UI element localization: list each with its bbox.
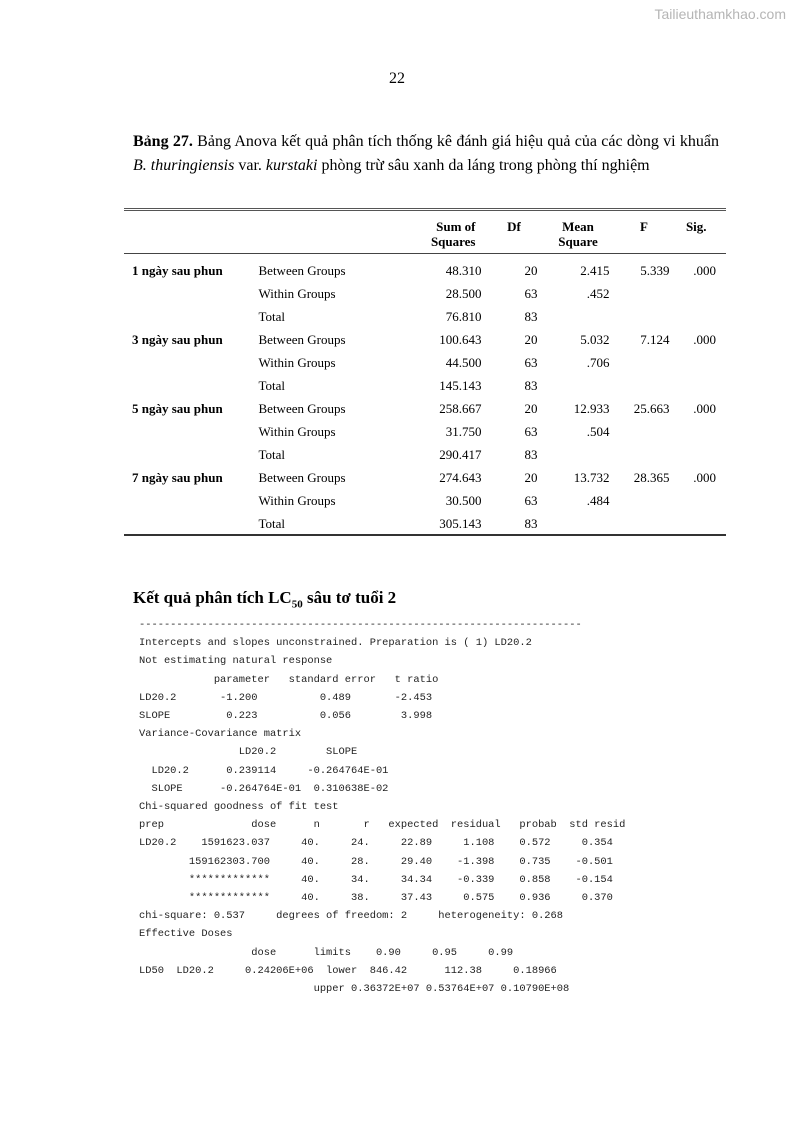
- sum-of-squares-cell: 30.500: [445, 492, 482, 508]
- df-cell: 83: [524, 377, 538, 393]
- group-label-cell: [124, 420, 250, 443]
- table-header-row: [124, 210, 726, 254]
- f-cell: [618, 282, 676, 305]
- group-label-cell: [124, 512, 250, 535]
- table-row: [124, 328, 726, 351]
- anova-body: [124, 254, 726, 535]
- f-cell: 28.365: [633, 469, 670, 485]
- sig-cell: [676, 282, 726, 305]
- output-line: chi-square: 0.537 degrees of freedom: 2 heterogeneity: 0.268: [139, 910, 564, 923]
- group-label-cell: [124, 489, 250, 512]
- group-label-cell: [124, 351, 250, 374]
- sig-cell: .000: [693, 400, 716, 416]
- sig-cell: [676, 374, 726, 397]
- sum-of-squares-cell: 76.810: [445, 308, 482, 324]
- header-empty: [250, 210, 388, 254]
- sig-cell: [676, 420, 726, 443]
- caption-text: Bảng Anova kết quả phân tích thống kê đánh giá hiệu quả của các dòng vi khuẩn: [192, 133, 720, 150]
- output-line: 159162303.700 40. 28. 29.40 -1.398 0.735 -0.501: [139, 855, 613, 868]
- df-cell: 83: [524, 515, 538, 531]
- f-cell: 5.339: [640, 263, 670, 278]
- table-row: [124, 443, 726, 466]
- source-cell: Total: [258, 377, 286, 393]
- source-cell: Between Groups: [258, 400, 346, 416]
- output-line: parameter standard error t ratio: [139, 673, 439, 686]
- mean-square-cell: 2.415: [580, 263, 610, 278]
- lc50-heading-subscript: 50: [291, 598, 303, 611]
- lc50-heading-prefix: Kết quả phân tích LC: [133, 588, 292, 607]
- sum-of-squares-cell: 28.500: [445, 285, 482, 301]
- f-cell: [618, 305, 676, 328]
- output-line: ************* 40. 38. 37.43 0.575 0.936 0.370: [139, 892, 613, 905]
- caption-label: Bảng 27.: [133, 133, 193, 150]
- table-row: [124, 282, 726, 305]
- f-cell: [618, 374, 676, 397]
- output-line: SLOPE -0.264764E-01 0.310638E-02: [139, 782, 389, 795]
- table-row: [124, 351, 726, 374]
- output-line: -----------------------------------------------------------------------: [139, 619, 582, 631]
- sig-cell: [676, 443, 726, 466]
- sum-of-squares-cell: 44.500: [445, 354, 482, 370]
- group-label-cell: 5 ngày sau phun: [132, 400, 223, 416]
- sig-cell: [676, 351, 726, 374]
- table-row: [124, 512, 726, 535]
- mean-square-cell: .452: [586, 285, 610, 301]
- df-cell: 20: [524, 469, 538, 485]
- header-mean-square-line2: Square: [558, 234, 598, 249]
- sig-cell: .000: [693, 263, 716, 278]
- sig-cell: [676, 305, 726, 328]
- group-label-cell: 1 ngày sau phun: [132, 263, 223, 278]
- f-cell: [618, 351, 676, 374]
- df-cell: 20: [524, 263, 538, 278]
- f-cell: [618, 443, 676, 466]
- mean-square-cell: 13.732: [573, 469, 610, 485]
- sum-of-squares-cell: 100.643: [439, 331, 482, 347]
- header-df: Df: [490, 210, 546, 254]
- mean-square-cell: .706: [586, 354, 610, 370]
- output-line: Intercepts and slopes unconstrained. Preparation is ( 1) LD20.2: [139, 637, 532, 650]
- header-sum-of-squares: Sum of Squares: [388, 210, 490, 254]
- table-caption: [133, 130, 719, 178]
- mean-square-cell: .484: [586, 492, 610, 508]
- mean-square-cell: 5.032: [580, 331, 610, 347]
- caption-species: B. thuringiensis: [133, 157, 235, 174]
- output-line: prep dose n r expected residual probab std resid: [139, 819, 626, 832]
- f-cell: 25.663: [633, 400, 670, 416]
- df-cell: 63: [524, 285, 538, 301]
- sum-of-squares-cell: 145.143: [439, 377, 482, 393]
- df-cell: 63: [524, 492, 538, 508]
- source-cell: Between Groups: [258, 469, 346, 485]
- source-cell: Within Groups: [258, 285, 336, 301]
- output-line: LD20.2 -1.200 0.489 -2.453: [139, 691, 433, 704]
- caption-text: var.: [234, 157, 266, 174]
- sig-cell: [676, 489, 726, 512]
- group-label-cell: 3 ngày sau phun: [132, 331, 223, 347]
- df-cell: 63: [524, 423, 538, 439]
- source-cell: Between Groups: [258, 331, 346, 347]
- source-cell: Within Groups: [258, 492, 336, 508]
- probit-output: [139, 616, 625, 998]
- group-label-cell: [124, 305, 250, 328]
- source-cell: Total: [258, 308, 286, 324]
- source-cell: Between Groups: [258, 263, 346, 278]
- sum-of-squares-cell: 305.143: [439, 515, 482, 531]
- header-mean-square: [546, 210, 618, 254]
- watermark: Tailieuthamkhao.com: [654, 6, 786, 22]
- table-row: [124, 420, 726, 443]
- lc50-heading-suffix: sâu tơ tuổi 2: [302, 588, 397, 607]
- table-row: [124, 466, 726, 489]
- df-cell: 20: [524, 331, 538, 347]
- source-cell: Within Groups: [258, 354, 336, 370]
- mean-square-cell: [546, 512, 618, 535]
- lc50-heading: [133, 588, 396, 610]
- table-row: [124, 489, 726, 512]
- df-cell: 83: [524, 308, 538, 324]
- table-row: [124, 305, 726, 328]
- mean-square-cell: [546, 374, 618, 397]
- output-line: Not estimating natural response: [139, 655, 333, 668]
- sum-of-squares-cell: 290.417: [439, 446, 482, 462]
- sig-cell: .000: [693, 469, 716, 485]
- output-line: SLOPE 0.223 0.056 3.998: [139, 710, 433, 723]
- df-cell: 83: [524, 446, 538, 462]
- caption-variety: kurstaki: [265, 157, 318, 174]
- f-cell: [618, 420, 676, 443]
- sum-of-squares-cell: 258.667: [439, 400, 482, 416]
- mean-square-cell: [546, 305, 618, 328]
- df-cell: 20: [524, 400, 538, 416]
- output-line: LD20.2 1591623.037 40. 24. 22.89 1.108 0.572 0.354: [139, 837, 613, 850]
- group-label-cell: [124, 282, 250, 305]
- mean-square-cell: [546, 443, 618, 466]
- table-row: [124, 374, 726, 397]
- caption-text: phòng trừ sâu xanh da láng trong phòng thí nghiệm: [317, 157, 650, 174]
- mean-square-cell: 12.933: [573, 400, 610, 416]
- header-f: F: [618, 210, 676, 254]
- source-cell: Total: [258, 515, 286, 531]
- group-label-cell: [124, 374, 250, 397]
- mean-square-cell: .504: [586, 423, 610, 439]
- sig-cell: [676, 512, 726, 535]
- f-cell: 7.124: [640, 331, 670, 347]
- page-number: 22: [389, 70, 405, 87]
- header-sig: Sig.: [676, 210, 726, 254]
- source-cell: Total: [258, 446, 286, 462]
- source-cell: Within Groups: [258, 423, 336, 439]
- anova-table: [124, 208, 726, 536]
- output-line: upper 0.36372E+07 0.53764E+07 0.10790E+08: [139, 983, 570, 996]
- header-mean-square-line1: Mean: [562, 219, 594, 234]
- output-line: LD20.2 SLOPE: [139, 746, 358, 759]
- f-cell: [618, 489, 676, 512]
- output-line: Effective Doses: [139, 928, 233, 941]
- header-empty: [124, 210, 250, 254]
- output-line: LD20.2 0.239114 -0.264764E-01: [139, 764, 389, 777]
- output-line: LD50 LD20.2 0.24206E+06 lower 846.42 112.38 0.18966: [139, 964, 557, 977]
- table-row: [124, 397, 726, 420]
- df-cell: 63: [524, 354, 538, 370]
- group-label-cell: [124, 443, 250, 466]
- sum-of-squares-cell: 274.643: [439, 469, 482, 485]
- sig-cell: .000: [693, 331, 716, 347]
- group-label-cell: 7 ngày sau phun: [132, 469, 223, 485]
- table-row: [124, 254, 726, 282]
- sum-of-squares-cell: 31.750: [445, 423, 482, 439]
- output-line: Variance-Covariance matrix: [139, 728, 302, 741]
- sum-of-squares-cell: 48.310: [445, 263, 482, 278]
- output-line: ************* 40. 34. 34.34 -0.339 0.858 -0.154: [139, 873, 613, 886]
- output-line: dose limits 0.90 0.95 0.99: [139, 946, 514, 959]
- f-cell: [618, 512, 676, 535]
- output-line: Chi-squared goodness of fit test: [139, 801, 339, 814]
